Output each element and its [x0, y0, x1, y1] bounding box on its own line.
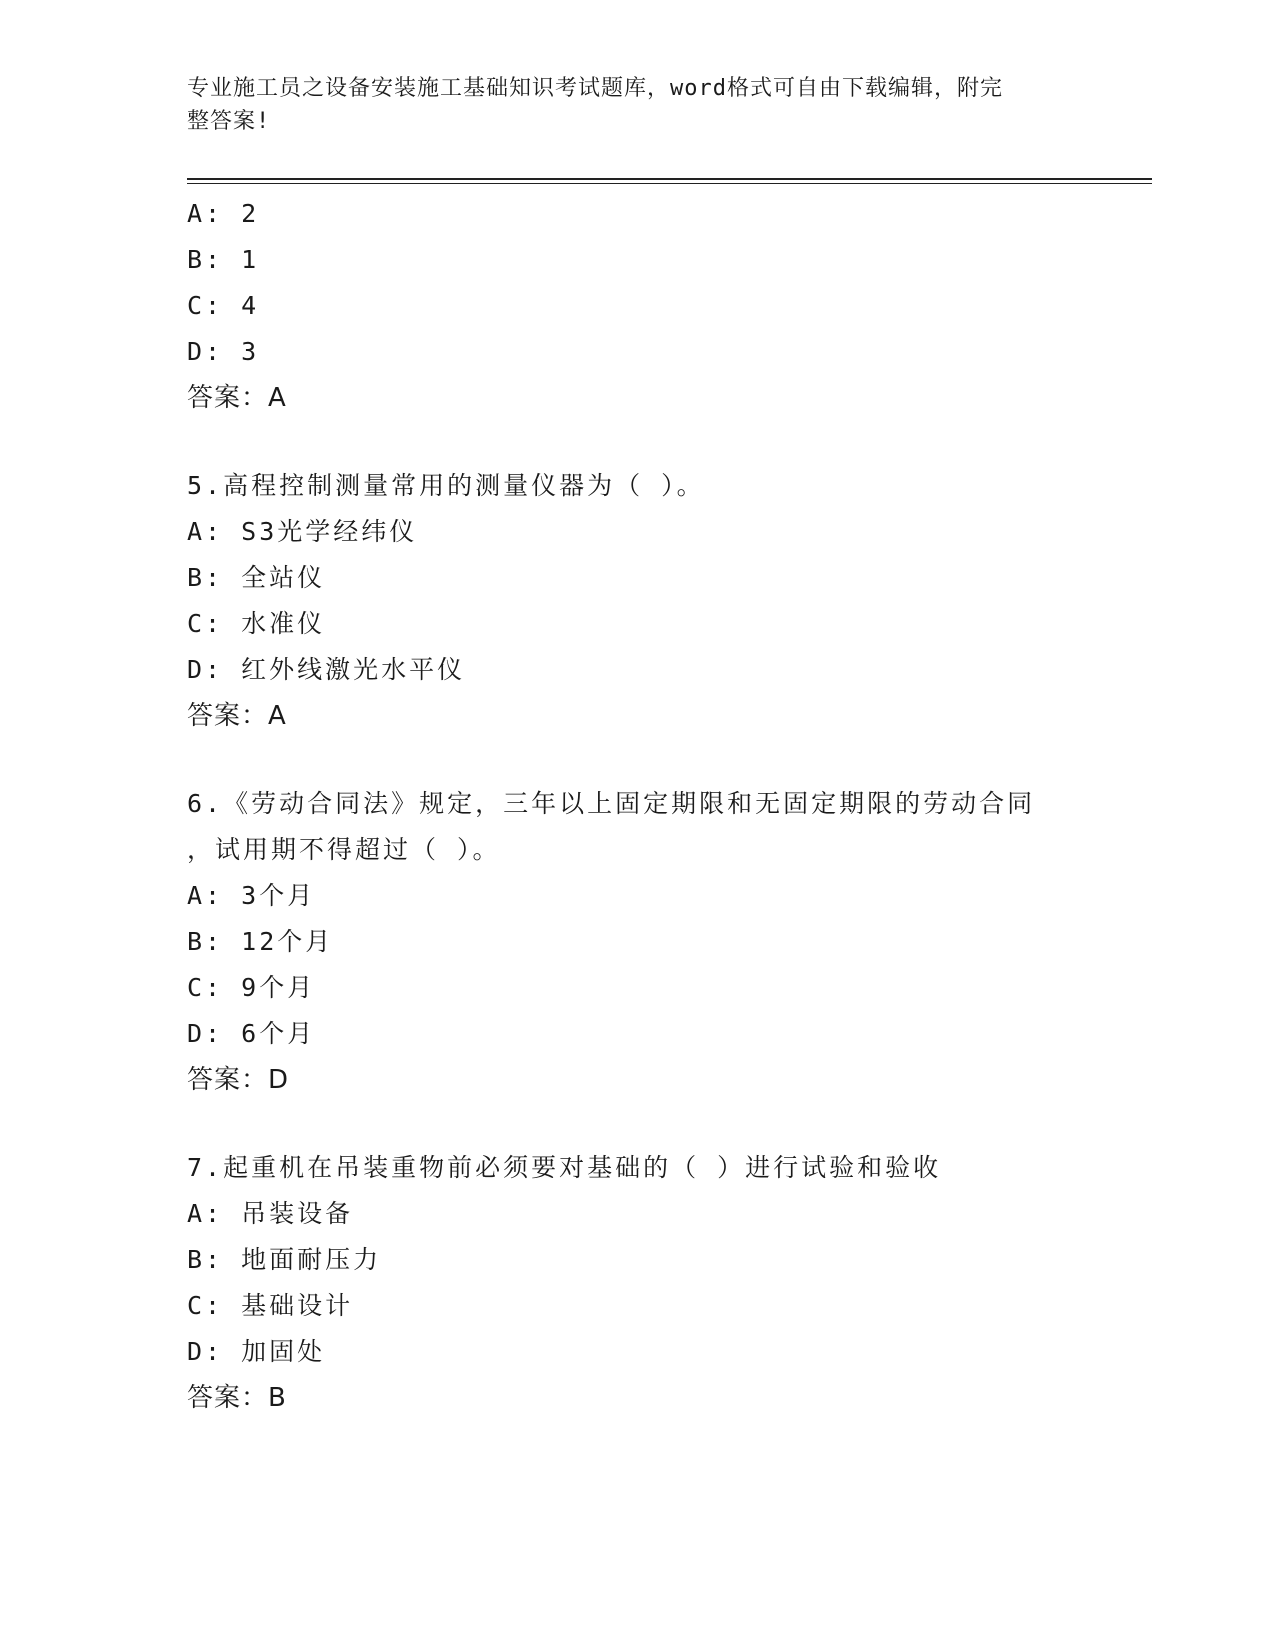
option-b: B: 地面耐压力 [187, 1245, 382, 1274]
option-d: D: 加固处 [187, 1337, 326, 1366]
answer: 答案：A [187, 383, 287, 413]
answer: 答案：B [187, 1383, 287, 1413]
question-text: 5.高程控制测量常用的测量仪器为（ ）。 [187, 471, 705, 500]
option-d: D: 红外线激光水平仪 [187, 655, 466, 684]
question-4 [187, 191, 1087, 421]
option-a: A: 吊装设备 [187, 1199, 354, 1228]
option-c: C: 水准仪 [187, 609, 326, 638]
option-a: A: 2 [187, 199, 260, 228]
question-text-line-2: ，试用期不得超过（ ）。 [187, 835, 501, 864]
option-b: B: 1 [187, 245, 260, 274]
header-line-1: 专业施工员之设备安装施工基础知识考试题库，word格式可自由下载编辑，附完 [187, 76, 1003, 101]
question-6 [187, 781, 1087, 1103]
header-divider-thin [187, 183, 1152, 184]
option-c: C: 基础设计 [187, 1291, 354, 1320]
question-text-line-1: 6.《劳动合同法》规定，三年以上固定期限和无固定期限的劳动合同 [187, 789, 1036, 818]
answer: 答案：A [187, 701, 287, 731]
option-c: C: 9个月 [187, 973, 316, 1002]
question-list [187, 191, 1087, 1421]
option-c: C: 4 [187, 291, 260, 320]
option-a: A: S3光学经纬仪 [187, 517, 418, 546]
question-5 [187, 463, 1087, 739]
question-7 [187, 1145, 1087, 1421]
header-divider-thick [187, 178, 1152, 180]
header-line-2: 整答案! [187, 109, 271, 134]
document-header [187, 72, 1067, 138]
option-a: A: 3个月 [187, 881, 316, 910]
option-b: B: 全站仪 [187, 563, 326, 592]
answer: 答案：D [187, 1065, 290, 1095]
question-text: 7.起重机在吊装重物前必须要对基础的（ ）进行试验和验收 [187, 1153, 942, 1182]
option-d: D: 3 [187, 337, 260, 366]
option-d: D: 6个月 [187, 1019, 316, 1048]
option-b: B: 12个月 [187, 927, 334, 956]
